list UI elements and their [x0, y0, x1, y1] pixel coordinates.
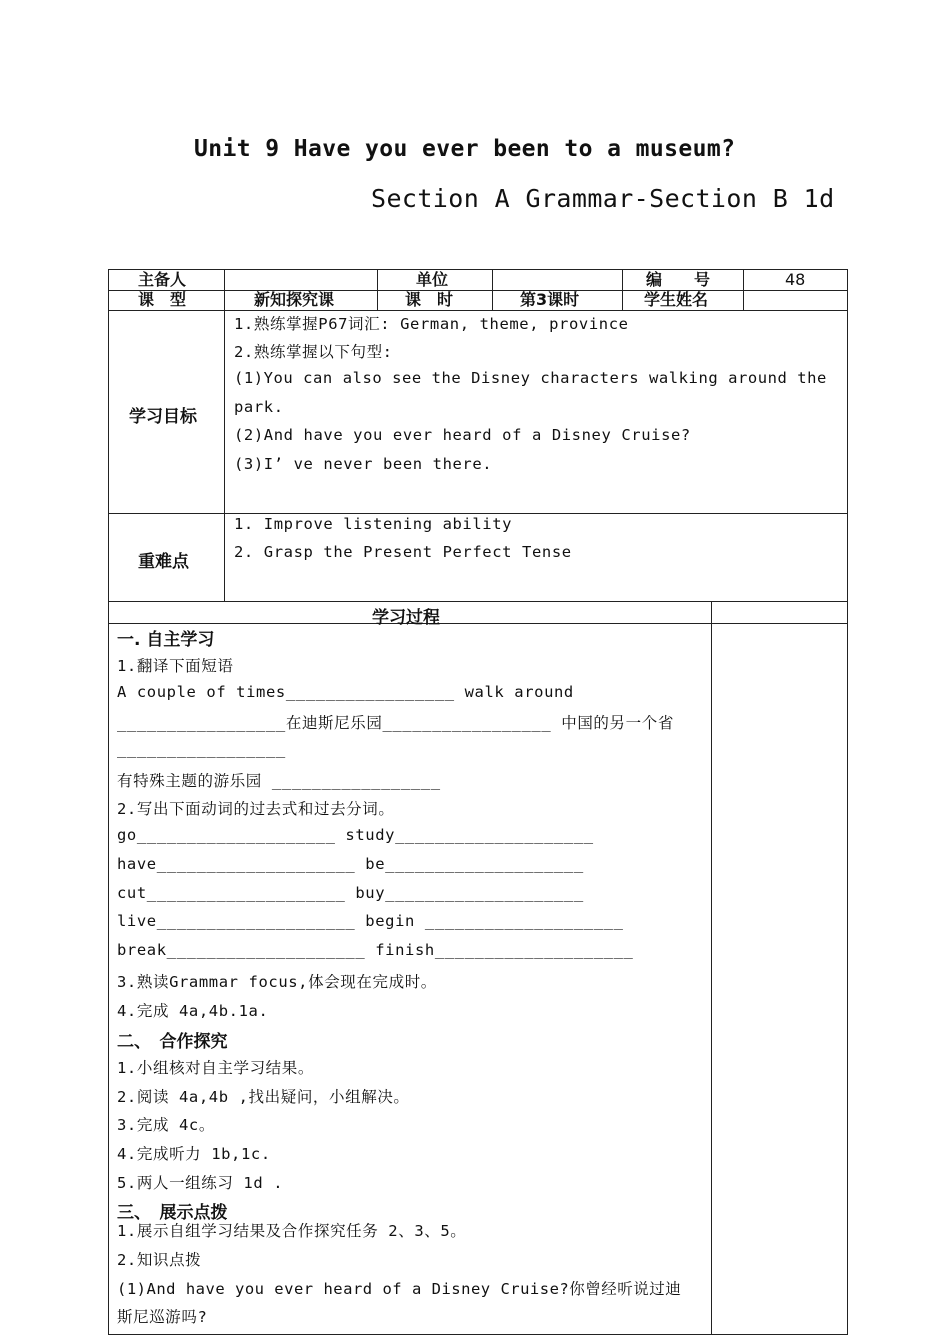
period-label: 课 时 [405, 290, 454, 309]
process-header: 学习过程 [372, 608, 440, 628]
table-line [108, 601, 848, 602]
table-line [108, 269, 848, 270]
process-line: _________________ [117, 740, 286, 758]
period-value: 第3课时 [520, 290, 580, 309]
document-title: Unit 9 Have you ever been to a museum? [194, 136, 736, 162]
table-line [622, 269, 623, 310]
process-line: 4.完成 4a,4b.1a. [117, 1002, 269, 1020]
process-line: 5.两人一组练习 1d . [117, 1174, 284, 1192]
document-subtitle: Section A Grammar-Section B 1d [371, 184, 835, 213]
number-value: 48 [785, 270, 806, 289]
table-line [108, 623, 848, 624]
section-heading: 一. 自主学习 [117, 630, 215, 650]
table-line [108, 269, 109, 1334]
process-line: have____________________ be____________________ [117, 855, 584, 873]
key-point-line: 2. Grasp the Present Perfect Tense [234, 543, 572, 561]
objective-line: (2)And have you ever heard of a Disney Cruise? [234, 426, 691, 444]
unit-label: 单位 [416, 270, 449, 289]
student-name-label: 学生姓名 [644, 290, 709, 309]
process-line: cut____________________ buy____________________ [117, 884, 584, 902]
objective-line: (3)I’ ve never been there. [234, 455, 493, 473]
table-line [224, 269, 225, 601]
objective-line: (1)You can also see the Disney characters walking around the [234, 369, 827, 387]
process-line: 3.熟读Grammar focus,体会现在完成时。 [117, 973, 437, 991]
process-line: A couple of times_________________ walk around [117, 683, 574, 701]
objective-line: park. [234, 398, 284, 416]
process-line: _________________在迪斯尼乐园_________________ 中国的另一个省 [117, 714, 674, 732]
table-line [377, 269, 378, 310]
objective-line: 1.熟练掌握P67词汇: German, theme, province [234, 315, 629, 333]
section-heading: 二、 合作探究 [117, 1032, 228, 1052]
process-line: 有特殊主题的游乐园 _________________ [117, 772, 441, 790]
table-line [108, 310, 848, 311]
table-line [743, 269, 744, 310]
process-line: 4.完成听力 1b,1c. [117, 1145, 271, 1163]
process-line: 3.完成 4c。 [117, 1116, 215, 1134]
table-line [711, 601, 712, 1334]
number-label: 编 号 [646, 270, 711, 289]
table-line [108, 513, 848, 514]
process-line: 2.知识点拨 [117, 1251, 202, 1269]
table-line [492, 269, 493, 310]
objectives-label: 学习目标 [129, 407, 197, 427]
process-line: live____________________ begin ____________________ [117, 912, 624, 930]
objective-line: 2.熟练掌握以下句型: [234, 343, 393, 361]
key-point-line: 1. Improve listening ability [234, 515, 513, 533]
key-points-label: 重难点 [138, 552, 189, 572]
process-line: go____________________ study____________________ [117, 826, 594, 844]
section-heading: 三、 展示点拨 [117, 1203, 228, 1223]
process-line: 1.小组核对自主学习结果。 [117, 1059, 314, 1077]
process-line: 1.翻译下面短语 [117, 657, 234, 675]
table-line [847, 269, 848, 1334]
preparer-label: 主备人 [138, 270, 187, 289]
process-line: 2.阅读 4a,4b ,找出疑问，小组解决。 [117, 1088, 410, 1106]
process-line: 2.写出下面动词的过去式和过去分词。 [117, 800, 395, 818]
process-line: break____________________ finish____________________ [117, 941, 634, 959]
type-label: 课 型 [138, 290, 187, 309]
process-line: 1.展示自组学习结果及合作探究任务 2、3、5。 [117, 1222, 467, 1240]
type-value: 新知探究课 [254, 290, 335, 309]
table-line [108, 290, 848, 291]
table-line [108, 1334, 848, 1335]
process-line: (1)And have you ever heard of a Disney Cruise?你曾经听说过迪 [117, 1280, 682, 1298]
process-line: 斯尼巡游吗? [117, 1308, 208, 1326]
